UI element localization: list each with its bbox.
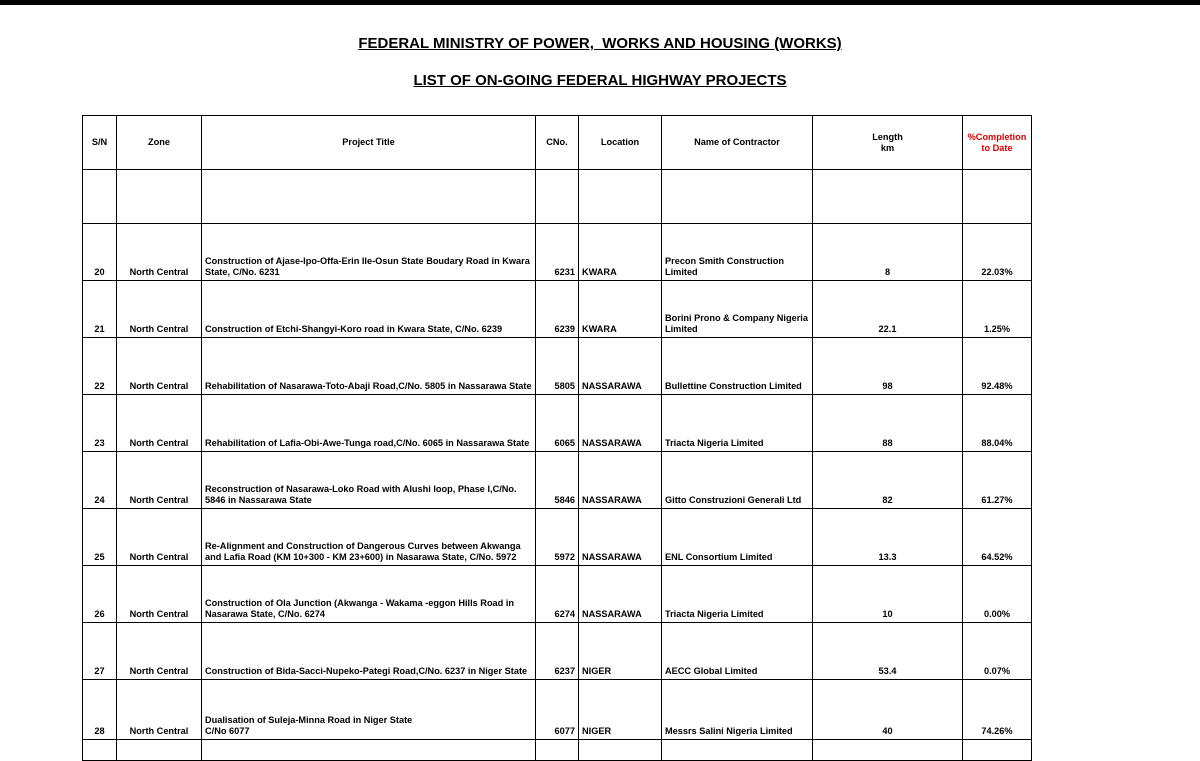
cell-location: NIGER	[579, 623, 662, 680]
blank-row	[83, 170, 1032, 224]
cell-completion: 74.26%	[963, 680, 1032, 740]
cell-cno: 6274	[536, 566, 579, 623]
cell-length: 8	[813, 224, 963, 281]
cell-location: NIGER	[579, 680, 662, 740]
cell-zone: North Central	[117, 338, 202, 395]
cell-sn: 26	[83, 566, 117, 623]
cell-contractor: Borini Prono & Company Nigeria Limited	[662, 281, 813, 338]
cell-cno: 5805	[536, 338, 579, 395]
col-header-location: Location	[579, 116, 662, 170]
cell-completion: 61.27%	[963, 452, 1032, 509]
cell-project-title: Construction of Ola Junction (Akwanga - Wakama -eggon Hills Road in Nasarawa State, C/No. 6274	[202, 566, 536, 623]
col-header-completion-line2: to Date	[981, 142, 1013, 153]
cell-completion: 1.25%	[963, 281, 1032, 338]
cell-sn: 22	[83, 338, 117, 395]
cell-cno: 6077	[536, 680, 579, 740]
projects-table	[82, 115, 1032, 761]
cell-length: 13.3	[813, 509, 963, 566]
cell-cno: 6231	[536, 224, 579, 281]
cell-project-title: Rehabilitation of Lafia-Obi-Awe-Tunga road,C/No. 6065 in Nassarawa State	[202, 395, 536, 452]
cell-sn: 24	[83, 452, 117, 509]
cell-location: NASSARAWA	[579, 338, 662, 395]
cell-zone: North Central	[117, 680, 202, 740]
cell-contractor: ENL Consortium Limited	[662, 509, 813, 566]
top-border	[0, 0, 1200, 5]
cell-length: 53.4	[813, 623, 963, 680]
cell-contractor: Triacta Nigeria Limited	[662, 395, 813, 452]
cell-cno: 5972	[536, 509, 579, 566]
cell-zone: North Central	[117, 395, 202, 452]
cell-completion: 64.52%	[963, 509, 1032, 566]
cell-completion: 88.04%	[963, 395, 1032, 452]
table-row	[83, 452, 1032, 509]
cell-length: 22.1	[813, 281, 963, 338]
cell-zone: North Central	[117, 452, 202, 509]
cell-project-title: Construction of Bida-Sacci-Nupeko-Pategi Road,C/No. 6237 in Niger State	[202, 623, 536, 680]
col-header-completion	[963, 116, 1032, 170]
cell-completion: 92.48%	[963, 338, 1032, 395]
cell-project-title: Construction of Ajase-Ipo-Offa-Erin Ile-Osun State Boudary Road in Kwara State, C/No. 6231	[202, 224, 536, 281]
table-row-partial	[83, 740, 1032, 761]
cell-contractor: Precon Smith Construction Limited	[662, 224, 813, 281]
table-row	[83, 224, 1032, 281]
cell-location: NASSARAWA	[579, 452, 662, 509]
table-row	[83, 395, 1032, 452]
col-header-project-title: Project Title	[202, 116, 536, 170]
cell-project-title: Construction of Etchi-Shangyi-Koro road in Kwara State, C/No. 6239	[202, 281, 536, 338]
cell-project-title: Reconstruction of Nasarawa-Loko Road with Alushi loop, Phase I,C/No. 5846 in Nassarawa State	[202, 452, 536, 509]
col-header-contractor: Name of Contractor	[662, 116, 813, 170]
cell-location: NASSARAWA	[579, 509, 662, 566]
cell-contractor: Messrs Salini Nigeria Limited	[662, 680, 813, 740]
cell-zone: North Central	[117, 509, 202, 566]
table-row	[83, 623, 1032, 680]
cell-contractor: Gitto Construzioni Generali Ltd	[662, 452, 813, 509]
col-header-sn: S/N	[83, 116, 117, 170]
table-row	[83, 338, 1032, 395]
table-header-row	[83, 116, 1032, 170]
cell-sn: 21	[83, 281, 117, 338]
col-header-length-line1: Length	[872, 131, 903, 142]
page-subtitle: LIST OF ON-GOING FEDERAL HIGHWAY PROJECTS	[413, 72, 787, 89]
cell-completion: 0.00%	[963, 566, 1032, 623]
col-header-completion-line1: %Completion	[967, 131, 1027, 142]
cell-zone: North Central	[117, 224, 202, 281]
cell-project-title: Rehabilitation of Nasarawa-Toto-Abaji Road,C/No. 5805 in Nassarawa State	[202, 338, 536, 395]
cell-contractor: Bullettine Construction Limited	[662, 338, 813, 395]
page-title: FEDERAL MINISTRY OF POWER, WORKS AND HOUSING (WORKS)	[358, 35, 842, 52]
col-header-cno: CNo.	[536, 116, 579, 170]
cell-sn: 25	[83, 509, 117, 566]
cell-cno: 6239	[536, 281, 579, 338]
cell-completion: 0.07%	[963, 623, 1032, 680]
cell-sn: 27	[83, 623, 117, 680]
table-row	[83, 509, 1032, 566]
cell-length: 82	[813, 452, 963, 509]
cell-location: NASSARAWA	[579, 395, 662, 452]
cell-project-title: Dualisation of Suleja-Minna Road in Niger State C/No 6077	[202, 680, 536, 740]
cell-cno: 5846	[536, 452, 579, 509]
table-row	[83, 281, 1032, 338]
cell-zone: North Central	[117, 623, 202, 680]
table-row	[83, 680, 1032, 740]
cell-sn: 20	[83, 224, 117, 281]
cell-cno: 6237	[536, 623, 579, 680]
cell-location: NASSARAWA	[579, 566, 662, 623]
cell-length: 88	[813, 395, 963, 452]
cell-location: KWARA	[579, 281, 662, 338]
cell-contractor: Triacta Nigeria Limited	[662, 566, 813, 623]
cell-location: KWARA	[579, 224, 662, 281]
cell-project-title: Re-Alignment and Construction of Dangerous Curves between Akwanga and Lafia Road (KM 10+300 - KM 23+600) in Nasarawa State, C/No. 5972	[202, 509, 536, 566]
table-row	[83, 566, 1032, 623]
cell-length: 98	[813, 338, 963, 395]
cell-cno: 6065	[536, 395, 579, 452]
cell-contractor: AECC Global Limited	[662, 623, 813, 680]
col-header-length	[813, 116, 963, 170]
cell-length: 40	[813, 680, 963, 740]
cell-completion: 22.03%	[963, 224, 1032, 281]
cell-sn: 23	[83, 395, 117, 452]
cell-sn: 28	[83, 680, 117, 740]
cell-length: 10	[813, 566, 963, 623]
col-header-zone: Zone	[117, 116, 202, 170]
col-header-length-line2: km	[880, 142, 895, 153]
cell-zone: North Central	[117, 281, 202, 338]
cell-zone: North Central	[117, 566, 202, 623]
